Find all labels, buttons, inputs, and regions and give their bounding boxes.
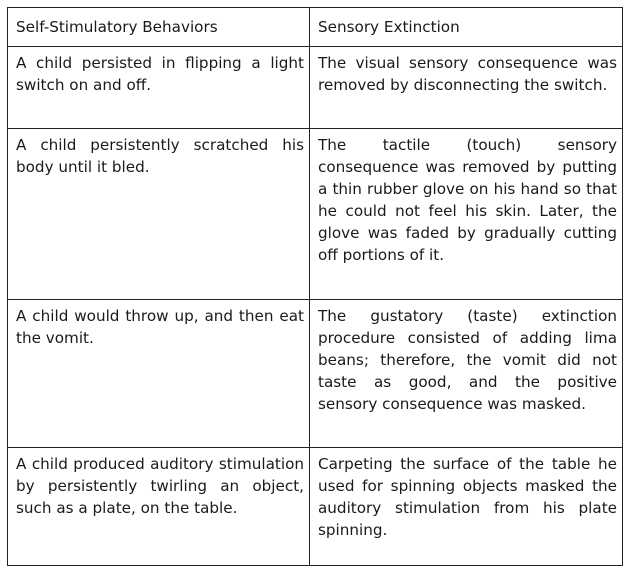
extinction-cell: Carpeting the surface of the table he used for spinning objects masked the auditory stimulation from his plate spinning. xyxy=(310,448,623,566)
table-row xyxy=(8,46,623,128)
table-header-row xyxy=(8,8,623,47)
behavior-cell: A child produced auditory stimulation by persistently twirling an object, such as a plate, on the table. xyxy=(8,448,310,566)
behavior-cell: A child persistently scratched his body until it bled. xyxy=(8,128,310,299)
header-self-stimulatory-behaviors: Self-Stimulatory Behaviors xyxy=(8,8,310,47)
extinction-cell: The tactile (touch) sensory consequence was removed by putting a thin rubber glove on his hand so that he could not feel his skin. Later, the glove was faded by gradually cutting off portions of it. xyxy=(310,128,623,299)
extinction-cell: The gustatory (taste) extinction procedure consisted of adding lima beans; therefore, the vomit did not taste as good, and the positive sensory consequence was masked. xyxy=(310,299,623,447)
table-row xyxy=(8,448,623,566)
table-row xyxy=(8,128,623,299)
table-row xyxy=(8,299,623,447)
behavior-cell: A child persisted in flipping a light switch on and off. xyxy=(8,46,310,128)
extinction-cell: The visual sensory consequence was removed by disconnecting the switch. xyxy=(310,46,623,128)
sensory-extinction-table xyxy=(7,7,623,566)
header-sensory-extinction: Sensory Extinction xyxy=(310,8,623,47)
behavior-cell: A child would throw up, and then eat the vomit. xyxy=(8,299,310,447)
